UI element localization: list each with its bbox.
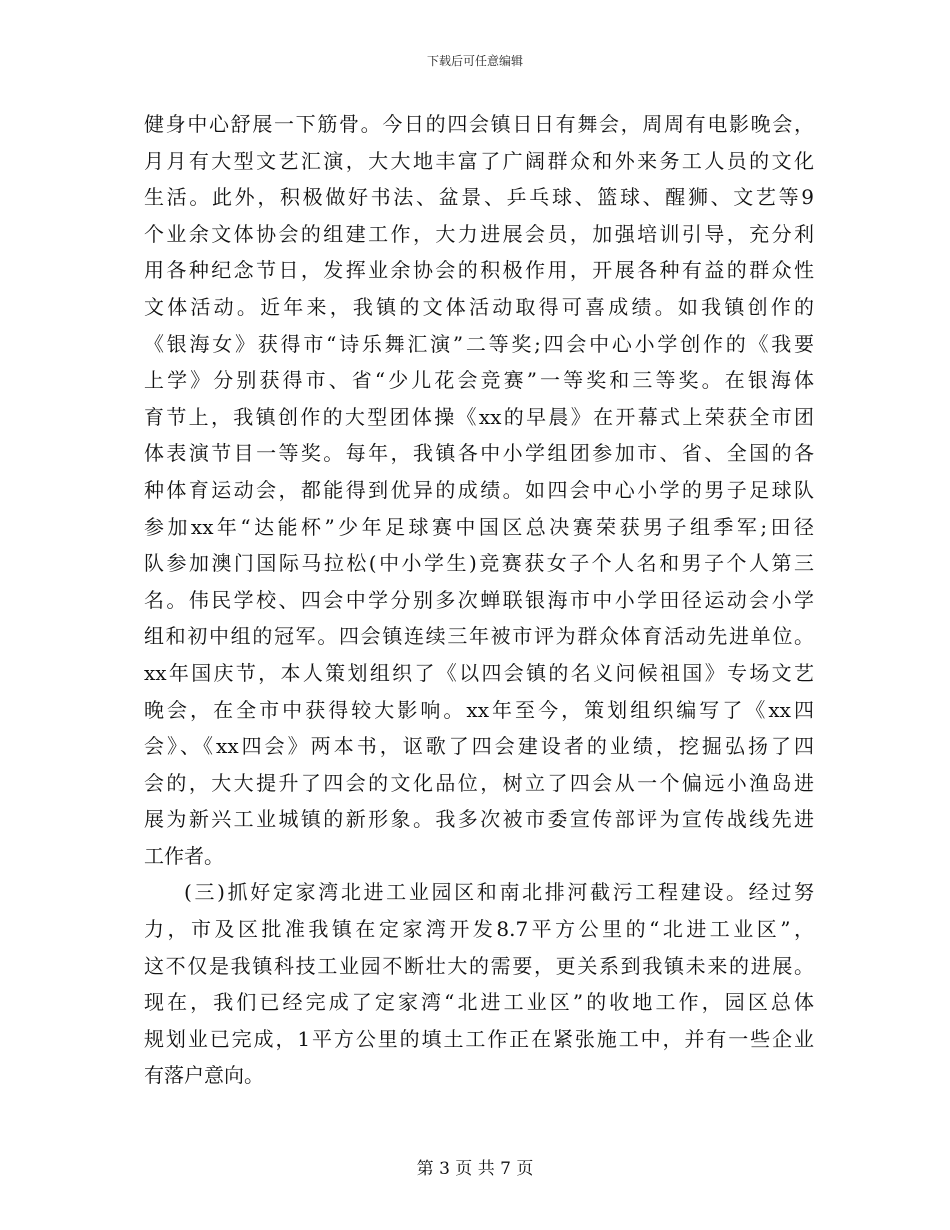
text-line: 展为新兴工业城镇的新形象。我多次被市委宣传部评为宣传战线先进: [144, 807, 814, 832]
text-line: 用各种纪念节日，发挥业余协会的积极作用，开展各种有益的群众性: [144, 258, 814, 283]
text-line: 会》、《xx四会》两本书，讴歌了四会建设者的业绩，挖掘弘扬了四: [144, 734, 814, 759]
body-text: [144, 106, 814, 1094]
text-line: 规划业已完成，1平方公里的填土工作正在紧张施工中，并有一些企业: [144, 1026, 814, 1051]
text-line: 育节上，我镇创作的大型团体操《xx的早晨》在开幕式上荣获全市团: [144, 404, 814, 429]
text-line: 晚会，在全市中获得较大影响。xx年至今，策划组织编写了《xx四: [144, 697, 814, 722]
text-line: 种体育运动会，都能得到优异的成绩。如四会中心小学的男子足球队: [144, 477, 814, 502]
text-line: 现在，我们已经完成了定家湾“北进工业区”的收地工作，园区总体: [144, 990, 814, 1015]
text-line: 队参加澳门国际马拉松(中小学生)竞赛获女子个人名和男子个人第三: [144, 551, 814, 576]
text-line: 月月有大型文艺汇演，大大地丰富了广阔群众和外来务工人员的文化: [144, 148, 814, 173]
text-line: 个业余文体协会的组建工作，大力进展会员，加强培训引导，充分利: [144, 221, 814, 246]
page-header: 下载后可任意编辑: [426, 54, 523, 68]
page-footer: 第 3 页 共 7 页: [416, 1159, 534, 1179]
text-line: 这不仅是我镇科技工业园不断壮大的需要，更关系到我镇未来的进展。: [144, 953, 814, 978]
text-line: (三)抓好定家湾北进工业园区和南北排河截污工程建设。经过努: [184, 880, 814, 905]
text-line: 上学》分别获得市、省“少儿花会竞赛”一等奖和三等奖。在银海体: [144, 368, 814, 393]
text-line: 文体活动。近年来，我镇的文体活动取得可喜成绩。如我镇创作的: [144, 294, 814, 319]
text-line: 力，市及区批准我镇在定家湾开发8.7平方公里的“北进工业区”，: [144, 917, 814, 942]
text-line: 组和初中组的冠军。四会镇连续三年被市评为群众体育活动先进单位。: [144, 624, 814, 649]
text-line: 工作者。: [144, 843, 224, 868]
text-line: 体表演节目一等奖。每年，我镇各中小学组团参加市、省、全国的各: [144, 441, 814, 466]
text-line: 有落户意向。: [144, 1063, 264, 1088]
text-line: 《银海女》获得市“诗乐舞汇演”二等奖;四会中心小学创作的《我要: [144, 331, 814, 356]
text-line: xx年国庆节，本人策划组织了《以四会镇的名义问候祖国》专场文艺: [144, 660, 814, 685]
text-line: 生活。此外，积极做好书法、盆景、乒乓球、篮球、醒狮、文艺等9: [144, 185, 814, 210]
text-line: 名。伟民学校、四会中学分别多次蝉联银海市中小学田径运动会小学: [144, 587, 814, 612]
text-line: 健身中心舒展一下筋骨。今日的四会镇日日有舞会，周周有电影晚会，: [144, 112, 814, 136]
text-line: 参加xx年“达能杯”少年足球赛中国区总决赛荣获男子组季军;田径: [144, 514, 814, 539]
text-line: 会的，大大提升了四会的文化品位，树立了四会从一个偏远小渔岛进: [144, 770, 814, 795]
